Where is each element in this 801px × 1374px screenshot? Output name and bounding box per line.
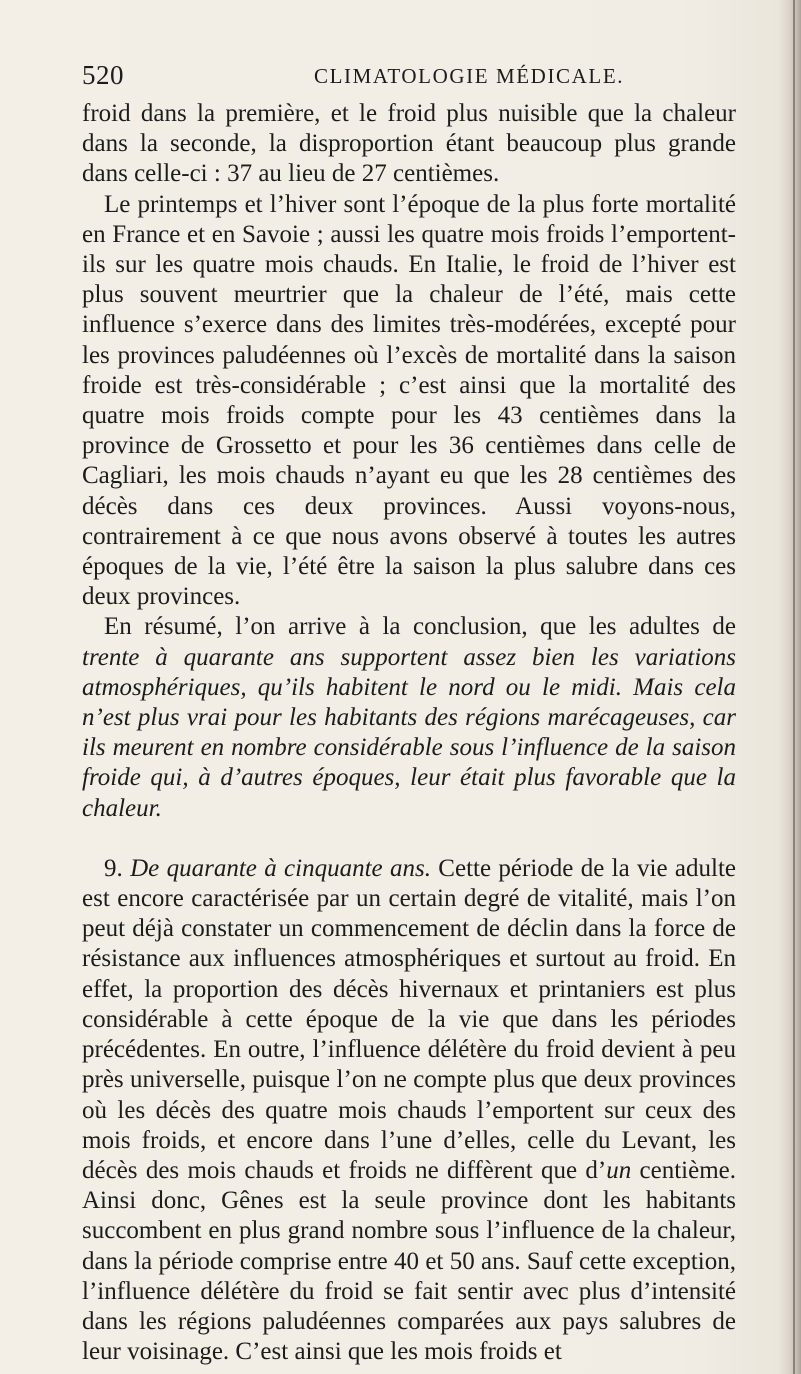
running-head	[82, 60, 742, 94]
running-title: CLIMATOLOGIE MÉDICALE.	[314, 64, 625, 88]
body-text	[82, 99, 736, 1367]
paragraph-summary	[82, 612, 736, 823]
summary-space	[622, 674, 633, 701]
summary-italic-marsh: Mais cela n’est plus vrai pour les habitants des régions marécageuses, car ils meurent en nombre considérable sous l’influence de la saison froide qui, à d’autres époques, leur était plus favorable que la chaleur.	[82, 673, 736, 822]
summary-lead: En résumé, l’on arrive à la conclusion, que les adultes de	[104, 613, 736, 641]
section-body-part-b: centième. Ainsi donc, Gênes est la seule province dont les habitants succombent en plus grand nombre sous l’influence de la chaleur, dans la période comprise entre 40 et 50 ans. Sauf cette exception, l’influence délétère du froid se fait sentir avec plus d’intensité dans les régions paludéennes comparées aux pays salubres de leur voisinage. C’est ainsi que les mois froids et	[82, 1156, 736, 1366]
paragraph-seasons-mortality: Le printemps et l’hiver sont l’époque de la plus forte mortalité en France et en Savoie ; aussi les quatre mois froids l’emportent-ils sur les quatre mois chauds. En Italie, le froid de l’hiver est plus souvent meurtrier que la chaleur de l’été, mais cette influence s’exerce dans des limites très-modérées, excepté pour les provinces paludéennes où l’excès de mortalité dans la saison froide est très-considérable ; c’est ainsi que la mortalité des quatre mois froids compte pour les 43 centièmes dans la province de Grossetto et pour les 36 centièmes dans celle de Cagliari, les mois chauds n’ayant eu que les 28 centièmes des décès dans ces deux provinces. Aussi voyons-nous, contrairement à ce que nous avons observé à toutes les autres époques de la vie, l’été être la saison la plus salubre dans ces deux provinces.	[82, 190, 736, 611]
page-edge-shadow	[779, 0, 801, 1374]
page-number: 520	[82, 60, 124, 90]
section-number: 9.	[104, 854, 131, 882]
section-heading: De quarante à cinquante ans.	[130, 854, 431, 882]
page-edge-line	[793, 0, 795, 1374]
section-italic-un: un	[606, 1156, 632, 1184]
section-body-part-a: Cette période de la vie adulte est encore caractérisée par un certain degré de vitalité, mais l’on peut déjà constater un commencement de déclin dans la force de résistance aux influences atmosphériques et surtout au froid. En effet, la proportion des décès hivernaux et printaniers est plus considérable à cette époque de la vie que dans les périodes précédentes. En outre, l’influence délétère du froid devient à peu près universelle, puisque l’on ne compte plus que deux provinces où les décès des quatre mois chauds l’emportent sur ceux des mois froids, et encore dans l’une d’elles, celle du Levant, les décès des mois chauds et froids ne diffèrent que d’	[82, 854, 736, 1184]
summary-italic-conclusion: trente à quarante ans supportent assez bien les variations atmosphériques, qu’ils habitent le nord ou le midi.	[82, 643, 736, 701]
section-9-paragraph	[82, 854, 736, 1367]
paragraph-continuation: froid dans la première, et le froid plus nuisible que la chaleur dans la seconde, la disproportion étant beaucoup plus grande dans celle-ci : 37 au lieu de 27 centièmes.	[82, 100, 736, 188]
